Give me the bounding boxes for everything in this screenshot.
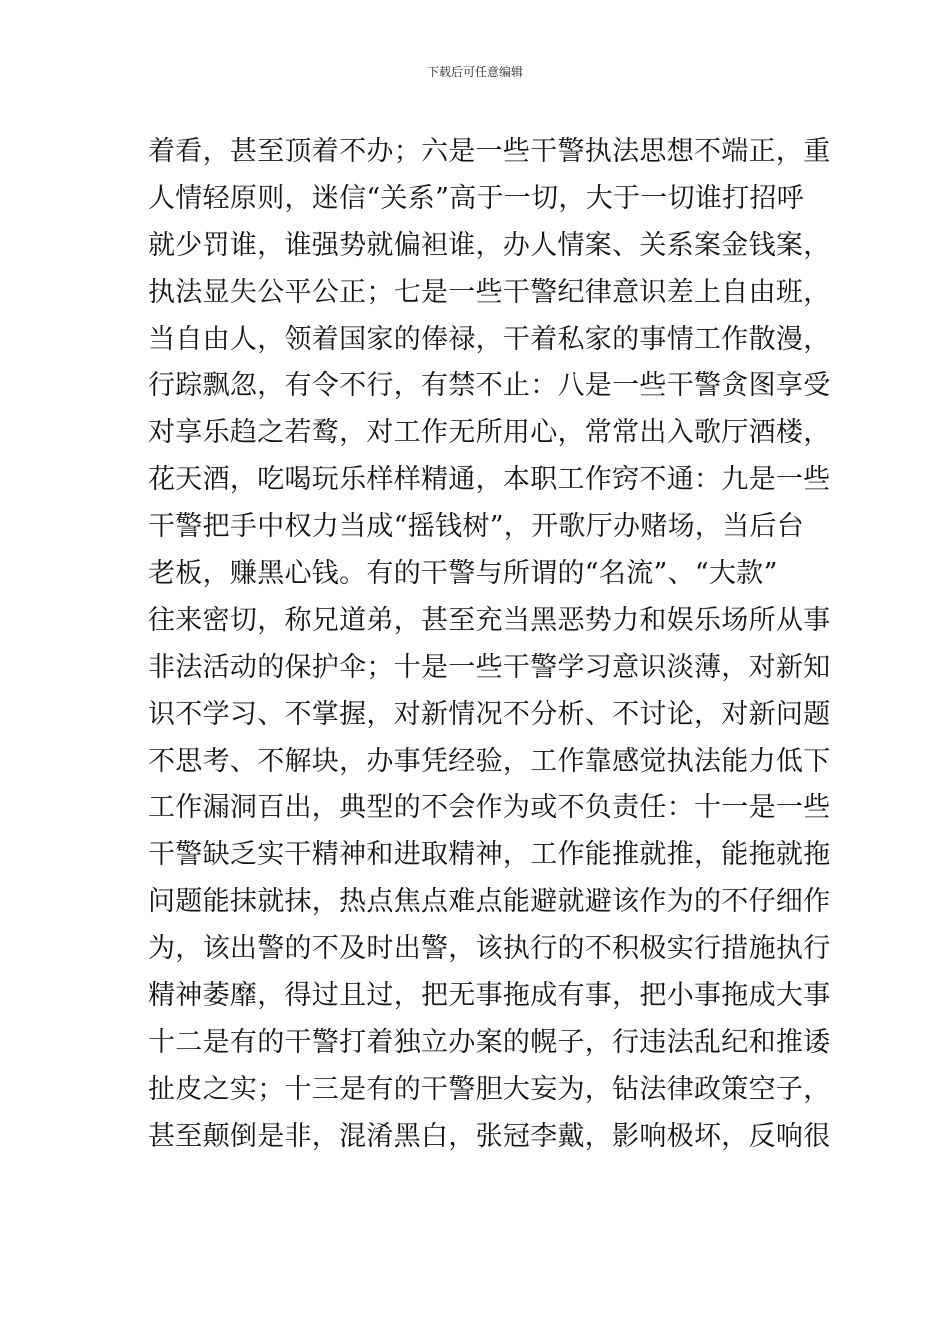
text-line: 干警把手中权力当成“摇钱树”，开歌厅办赌场，当后台 — [148, 511, 805, 543]
text-line: 行踪飘忽，有令不行，有禁不止：八是一些干警贪图享受 — [148, 370, 831, 402]
text-line: 精神萎靡，得过且过，把无事拖成有事，把小事拖成大事 — [148, 980, 831, 1012]
text-line: 往来密切，称兄道弟，甚至充当黑恶势力和娱乐场所从事 — [148, 604, 831, 636]
text-line: 人情轻原则，迷信“关系”高于一切，大于一切谁打招呼 — [148, 182, 805, 214]
text-line: 对享乐趋之若鹜，对工作无所用心，常常出入歌厅酒楼， — [148, 417, 831, 449]
text-line: 老板，赚黑心钱。有的干警与所谓的“名流”、“大款” — [148, 558, 778, 590]
text-line: 就少罚谁，谁强势就偏袒谁，办人情案、关系案金钱案， — [148, 229, 831, 261]
text-line: 为，该出警的不及时出警，该执行的不积极实行措施执行 — [148, 933, 831, 965]
text-line: 甚至颠倒是非，混淆黑白，张冠李戴，影响极坏，反响很 — [148, 1120, 831, 1152]
text-line: 扯皮之实；十三是有的干警胆大妄为，钻法律政策空子， — [148, 1073, 831, 1105]
text-line: 执法显失公平公正；七是一些干警纪律意识差上自由班， — [148, 276, 831, 308]
text-line: 花天酒，吃喝玩乐样样精通，本职工作窍不通：九是一些 — [148, 464, 831, 496]
text-line: 不思考、不解块，办事凭经验，工作靠感觉执法能力低下 — [148, 745, 831, 777]
text-line: 问题能抹就抹，热点焦点难点能避就避该作为的不仔细作 — [148, 886, 831, 918]
text-line: 工作漏洞百出，典型的不会作为或不负责任：十一是一些 — [148, 792, 831, 824]
text-line: 着看，甚至顶着不办；六是一些干警执法思想不端正，重 — [148, 136, 831, 167]
text-line: 识不学习、不掌握，对新情况不分析、不讨论，对新问题 — [148, 698, 831, 730]
page-header: 下载后可任意编辑 — [426, 65, 523, 79]
text-line: 非法活动的保护伞；十是一些干警学习意识淡薄，对新知 — [148, 651, 831, 683]
text-line: 当自由人，领着国家的俸禄，干着私家的事情工作散漫， — [148, 323, 831, 355]
text-line: 干警缺乏实干精神和进取精神，工作能推就推，能拖就拖 — [148, 839, 831, 871]
text-line: 十二是有的干警打着独立办案的幌子，行违法乱纪和推诿 — [148, 1026, 831, 1058]
body-text — [148, 129, 831, 1161]
